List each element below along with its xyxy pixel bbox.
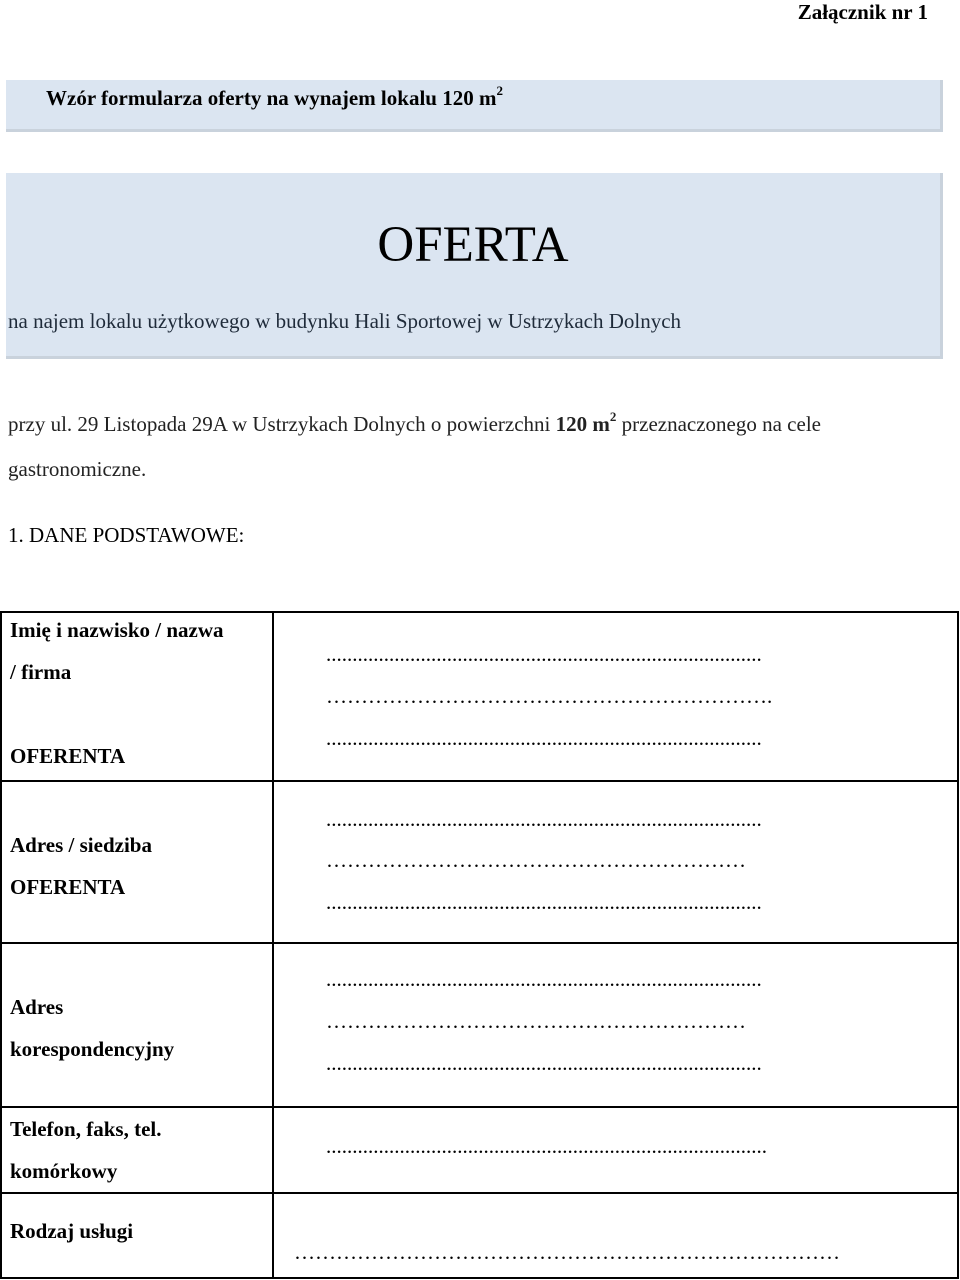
value-service[interactable] [273, 1193, 958, 1278]
area-sup: 2 [609, 409, 617, 424]
form-title-band [6, 80, 943, 132]
label-phone [1, 1107, 273, 1193]
label-line: korespondencyjny [10, 1037, 175, 1061]
dotted-line: ................................................................................... [326, 1053, 762, 1073]
description-part2: przeznaczonego na cele gastronomiczne. [8, 412, 821, 481]
dotted-line: …………………………………………………………………… [294, 1242, 840, 1262]
basic-data-table [0, 611, 959, 1279]
offer-heading: OFERTA [377, 217, 569, 273]
value-address[interactable] [273, 781, 958, 943]
form-title-text: Wzór formularza oferty na wynajem lokalu 120 m [46, 86, 497, 110]
label-line: Adres [10, 995, 64, 1019]
area-text: 120 m [555, 412, 610, 436]
dotted-line: ................................................................................... [326, 728, 762, 748]
offer-description [8, 396, 938, 492]
label-line: Imię i nazwisko / nazwa [10, 618, 224, 642]
label-line: Telefon, faks, tel. [10, 1117, 162, 1141]
label-line: Adres / siedziba [10, 833, 152, 857]
form-title [46, 85, 503, 111]
annex-label: Załącznik nr 1 [797, 0, 928, 24]
label-line: komórkowy [10, 1159, 118, 1183]
dotted-line: ................................................................................... [326, 892, 762, 912]
label-correspondence [1, 943, 273, 1107]
label-name [1, 612, 273, 781]
table-row [1, 612, 958, 781]
dotted-line: …………………………………………………… [326, 1011, 746, 1031]
label-line: OFERENTA [10, 875, 126, 899]
offer-band [6, 173, 943, 359]
label-address [1, 781, 273, 943]
value-correspondence[interactable] [273, 943, 958, 1107]
dotted-line: ................................................................................... [326, 644, 762, 664]
table-row [1, 1193, 958, 1278]
dotted-line: .................................................................................... [326, 1136, 767, 1156]
offer-subtitle: na najem lokalu użytkowego w budynku Hali Sportowej w Ustrzykach Dolnych [8, 309, 682, 333]
table-row [1, 781, 958, 943]
label-line [10, 782, 272, 824]
value-phone[interactable] [273, 1107, 958, 1193]
form-title-sup: 2 [496, 83, 503, 98]
table-row [1, 943, 958, 1107]
area-value [555, 409, 617, 436]
dotted-line: ................................................................................... [326, 809, 762, 829]
label-line: OFERENTA [10, 744, 126, 768]
value-name[interactable] [273, 612, 958, 781]
section-title: 1. DANE PODSTAWOWE: [8, 523, 245, 547]
label-line [10, 944, 272, 986]
label-line [10, 693, 272, 735]
dotted-line: ................................................................................... [326, 969, 762, 989]
label-line: / firma [10, 660, 72, 684]
dotted-line: ………………………………………………………. [326, 686, 773, 706]
description-part1: przy ul. 29 Listopada 29A w Ustrzykach Dolnych o powierzchni [8, 412, 556, 436]
label-service [1, 1193, 273, 1278]
dotted-line: …………………………………………………… [326, 850, 746, 870]
label-line: Rodzaj usługi [10, 1219, 134, 1243]
table-row [1, 1107, 958, 1193]
